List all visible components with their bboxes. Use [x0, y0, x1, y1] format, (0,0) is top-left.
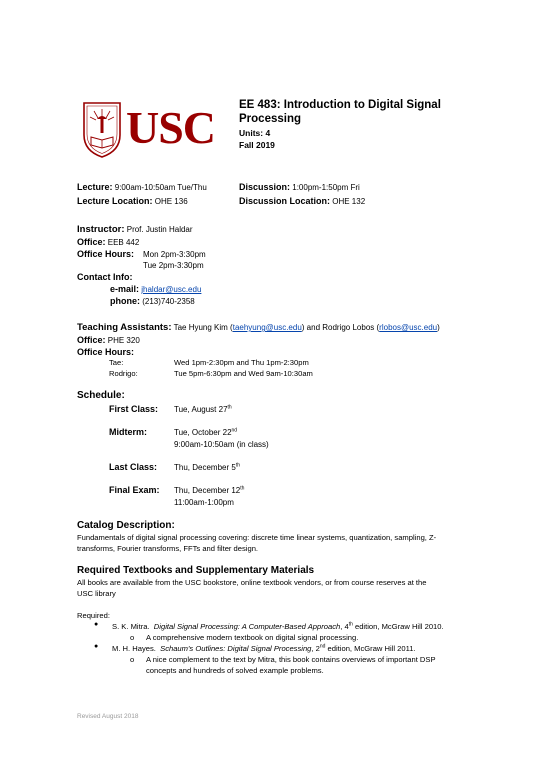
ta-hours-name-rodrigo: Rodrigo: [109, 369, 138, 378]
book2-sup: nd [319, 643, 326, 650]
midterm-sup: nd [231, 427, 238, 434]
footer-revised: Revised August 2018 [77, 713, 139, 720]
book1-ed: , 4 [340, 622, 349, 631]
book2-author: M. H. Hayes. [112, 644, 156, 653]
catalog-heading: Catalog Description: [77, 520, 175, 531]
instructor-label: Instructor: [77, 224, 125, 235]
usc-wordmark: USC [126, 102, 216, 153]
first-class-date: Tue, August 27 [174, 405, 228, 414]
book1-sup: th [348, 621, 353, 628]
ta-mid: ) and Rodrigo Lobos ( [301, 323, 380, 332]
book1-note: A comprehensive modern textbook on digital signal processing. [146, 633, 359, 642]
discussion-row [239, 182, 360, 192]
final-exam-time: 11:00am-1:00pm [174, 498, 234, 507]
lecture-label: Lecture: [77, 182, 113, 192]
book1-rest: edition, McGraw Hill 2010. [352, 622, 444, 631]
ta-end: ) [437, 323, 440, 332]
catalog-line1: Fundamentals of digital signal processing covering: discrete time linear systems, quantization, sampling, Z- [77, 533, 437, 542]
lecture-row [77, 182, 207, 192]
lecture-location-label: Lecture Location: [77, 196, 153, 206]
instructor-office-row [77, 237, 139, 247]
instructor-office-label: Office: [77, 237, 106, 247]
ta-hours-label: Office Hours: [77, 347, 135, 357]
instructor-hours-1: Mon 2pm-3:30pm [143, 250, 206, 259]
midterm-date: Tue, October 22 [174, 428, 232, 437]
midterm-label: Midterm: [109, 427, 147, 437]
sub-bullet-icon: o [130, 655, 135, 664]
midterm-value [174, 428, 237, 437]
book2-rest: edition, McGraw Hill 2011. [325, 644, 416, 653]
last-class-date: Thu, December 5 [174, 463, 236, 472]
instructor-hours-2: Tue 2pm-3:30pm [143, 261, 204, 270]
book2-note2: concepts and hundreds of solved example problems. [146, 666, 324, 675]
final-exam-date: Thu, December 12 [174, 486, 241, 495]
ta-intro: Tae Hyung Kim ( [173, 323, 233, 332]
ta-office-value: PHE 320 [107, 336, 140, 345]
ta-hours-rodrigo: Tue 5pm-6:30pm and Wed 9am-10:30am [174, 369, 313, 378]
course-title-line2: Processing [239, 113, 301, 125]
book2-title: Schaum's Outlines: Digital Signal Processing [160, 644, 312, 653]
textbooks-line1: All books are available from the USC bookstore, online textbook vendors, or from course reserves at the [77, 578, 427, 587]
phone-label: phone: [110, 296, 140, 306]
first-class-sup: th [227, 404, 232, 411]
bullet-icon: ● [94, 621, 99, 628]
ta-label: Teaching Assistants: [77, 322, 172, 333]
book1-title: Digital Signal Processing: A Computer-Based Approach [153, 622, 341, 631]
book1-line [112, 622, 444, 632]
discussion-location-value: OHE 132 [332, 197, 366, 206]
discussion-location-label: Discussion Location: [239, 196, 331, 206]
catalog-line2: transforms, Fourier transforms, FFTs and filter design. [77, 544, 259, 553]
phone-value: (213)740-2358 [142, 297, 195, 306]
ta-office-label: Office: [77, 335, 106, 345]
discussion-location-row [239, 196, 365, 206]
instructor-office-value: EEB 442 [107, 238, 140, 247]
book2-note1: A nice complement to the text by Mitra, this book contains overviews of important DSP [146, 655, 436, 664]
phone-row [110, 296, 195, 306]
final-exam-sup: th [240, 485, 245, 492]
final-exam-value [174, 486, 244, 495]
ta-row [77, 322, 440, 333]
email-label: e-mail: [110, 284, 140, 294]
last-class-sup: th [235, 462, 240, 469]
instructor-email-link[interactable]: jhaldar@usc.edu [141, 285, 202, 294]
first-class-label: First Class: [109, 404, 159, 414]
book2-line [112, 644, 416, 654]
textbooks-line2: USC library [77, 589, 116, 598]
lecture-location-row [77, 196, 188, 206]
sub-bullet-icon: o [130, 633, 135, 642]
lecture-value: 9:00am-10:50am Tue/Thu [114, 183, 207, 192]
ta-email-taehyung-link[interactable]: taehyung@usc.edu [232, 323, 302, 332]
instructor-row [77, 224, 193, 235]
last-class-value [174, 463, 240, 472]
lecture-location-value: OHE 136 [154, 197, 188, 206]
course-units: Units: 4 [239, 128, 271, 138]
discussion-label: Discussion: [239, 182, 291, 192]
last-class-label: Last Class: [109, 462, 158, 472]
usc-logo [82, 99, 216, 159]
required-label: Required: [77, 611, 110, 620]
course-term: Fall 2019 [239, 140, 275, 150]
schedule-label: Schedule: [77, 390, 125, 401]
midterm-time: 9:00am-10:50am (in class) [174, 440, 269, 449]
ta-hours-tae: Wed 1pm-2:30pm and Thu 1pm-2:30pm [174, 358, 309, 367]
book2-ed: , 2 [311, 644, 320, 653]
discussion-value: 1:00pm-1:50pm Fri [292, 183, 360, 192]
ta-hours-name-tae: Tae: [109, 358, 124, 367]
bullet-icon: ● [94, 643, 99, 650]
book1-author: S. K. Mitra. [112, 622, 150, 631]
course-header [239, 98, 441, 151]
email-row [110, 284, 201, 294]
ta-email-rlobos-link[interactable]: rlobos@usc.edu [379, 323, 438, 332]
first-class-value [174, 405, 232, 414]
final-exam-label: Final Exam: [109, 485, 160, 495]
instructor-name: Prof. Justin Haldar [126, 225, 193, 234]
textbooks-heading: Required Textbooks and Supplementary Materials [77, 565, 315, 576]
instructor-hours-label: Office Hours: [77, 249, 135, 259]
course-title-line1: EE 483: Introduction to Digital Signal [239, 99, 441, 111]
ta-office-row [77, 335, 140, 345]
contact-info-label: Contact Info: [77, 272, 133, 282]
